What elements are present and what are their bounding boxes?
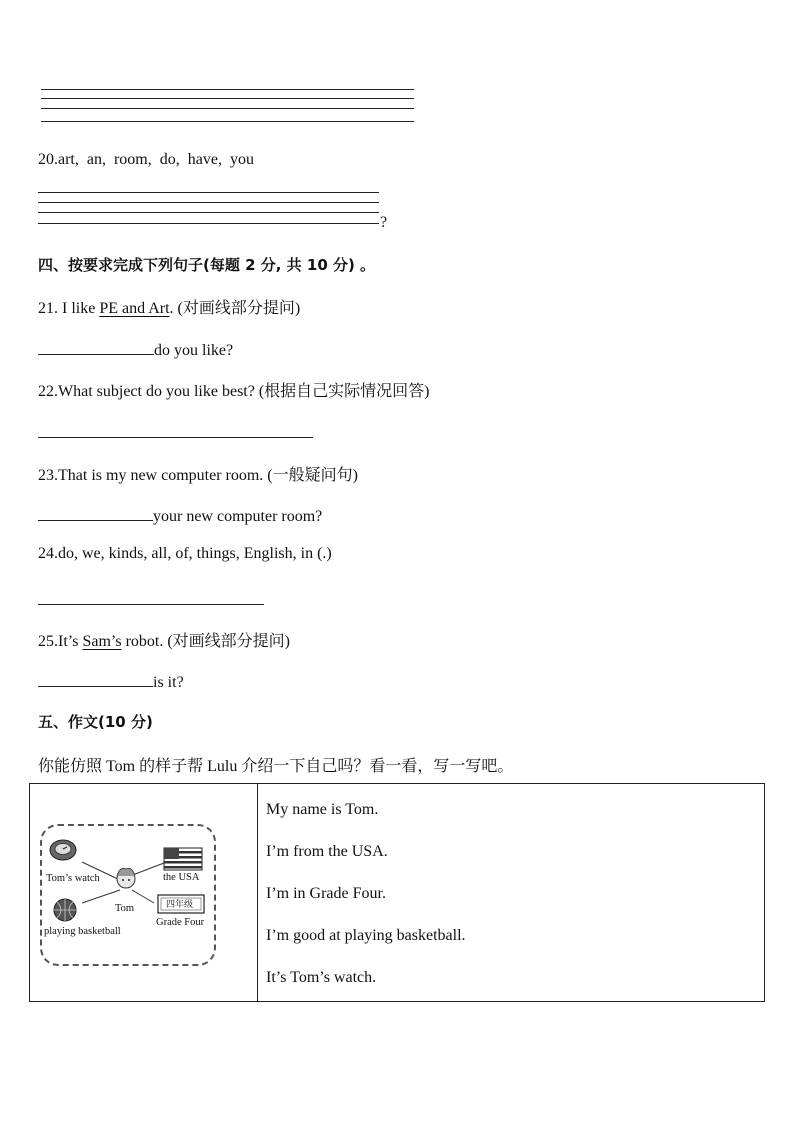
- sample-line: My name is Tom.: [266, 801, 379, 818]
- q25-blank[interactable]: [38, 670, 153, 687]
- q21-prefix: 21. I like: [38, 300, 100, 317]
- q21-answer-tail: do you like?: [154, 342, 234, 359]
- sample-line: It’s Tom’s watch.: [266, 969, 377, 986]
- answer-line[interactable]: [38, 223, 379, 224]
- sample-line: I’m from the USA.: [266, 843, 388, 860]
- hobby-label: playing basketball: [44, 926, 121, 937]
- q25-prompt: [38, 628, 290, 651]
- basketball-icon: [54, 899, 76, 921]
- mindmap-cell: [30, 784, 258, 1002]
- q22-answer-line[interactable]: [38, 437, 313, 438]
- boy-icon: [117, 868, 135, 888]
- q22-prompt: 22.What subject do you like best? (根据自己实际情况回答): [38, 383, 430, 400]
- section5-heading: 五、作文(10 分): [38, 713, 153, 731]
- answer-line[interactable]: [41, 89, 414, 90]
- q23-prompt: 23.That is my new computer room. (一般疑问句): [38, 467, 358, 484]
- q23-answer: [38, 504, 322, 526]
- watch-icon: [50, 840, 76, 860]
- answer-line[interactable]: [41, 108, 414, 109]
- section4-heading: 四、按要求完成下列句子(每题 2 分, 共 10 分) 。: [38, 256, 376, 274]
- answer-line[interactable]: [38, 212, 379, 213]
- connector-line: [132, 890, 154, 903]
- q21-underlined: PE and Art: [99, 300, 170, 317]
- connector-line: [130, 863, 164, 876]
- sample-text-cell: [258, 784, 765, 1002]
- sample-line: I’m good at playing basketball.: [266, 927, 466, 944]
- q25-answer: [38, 670, 184, 692]
- q21-suffix: . (对画线部分提问): [169, 300, 301, 317]
- tom-mindmap: [40, 824, 216, 966]
- grade-en-label: Grade Four: [156, 917, 205, 928]
- q21-answer: [38, 338, 233, 360]
- q24-prompt: 24.do, we, kinds, all, of, things, English, in (.): [38, 545, 332, 562]
- q23-answer-tail: your new computer room?: [153, 508, 323, 525]
- essay-sample-table: [29, 783, 765, 1002]
- q21-prompt: [38, 295, 300, 318]
- q25-prefix: 25.It’s: [38, 633, 83, 650]
- answer-line[interactable]: [41, 98, 414, 99]
- q21-blank[interactable]: [38, 338, 154, 355]
- answer-line[interactable]: [41, 121, 414, 122]
- watch-label: Tom’s watch: [46, 873, 100, 884]
- country-label: the USA: [163, 872, 200, 883]
- answer-line[interactable]: [38, 202, 379, 203]
- q24-answer-line[interactable]: [38, 604, 264, 605]
- q20-words: 20.art, an, room, do, have, you: [38, 151, 254, 168]
- answer-line[interactable]: [38, 192, 379, 193]
- center-label: Tom: [115, 903, 135, 914]
- q25-answer-tail: is it?: [153, 674, 184, 691]
- q20-question-mark: ?: [380, 214, 388, 231]
- q25-suffix: robot. (对画线部分提问): [121, 633, 291, 650]
- connector-line: [82, 890, 120, 903]
- grade-cn-label: 四年级: [166, 900, 194, 910]
- q23-blank[interactable]: [38, 504, 153, 521]
- q25-underlined: Sam’s: [82, 633, 122, 650]
- us-flag-icon: [164, 848, 202, 870]
- section5-instruction: 你能仿照 Tom 的样子帮 Lulu 介绍一下自己吗？看一看，写一写吧。: [38, 758, 514, 775]
- mindmap-graphics: [42, 826, 214, 964]
- sample-line: I’m in Grade Four.: [266, 885, 386, 902]
